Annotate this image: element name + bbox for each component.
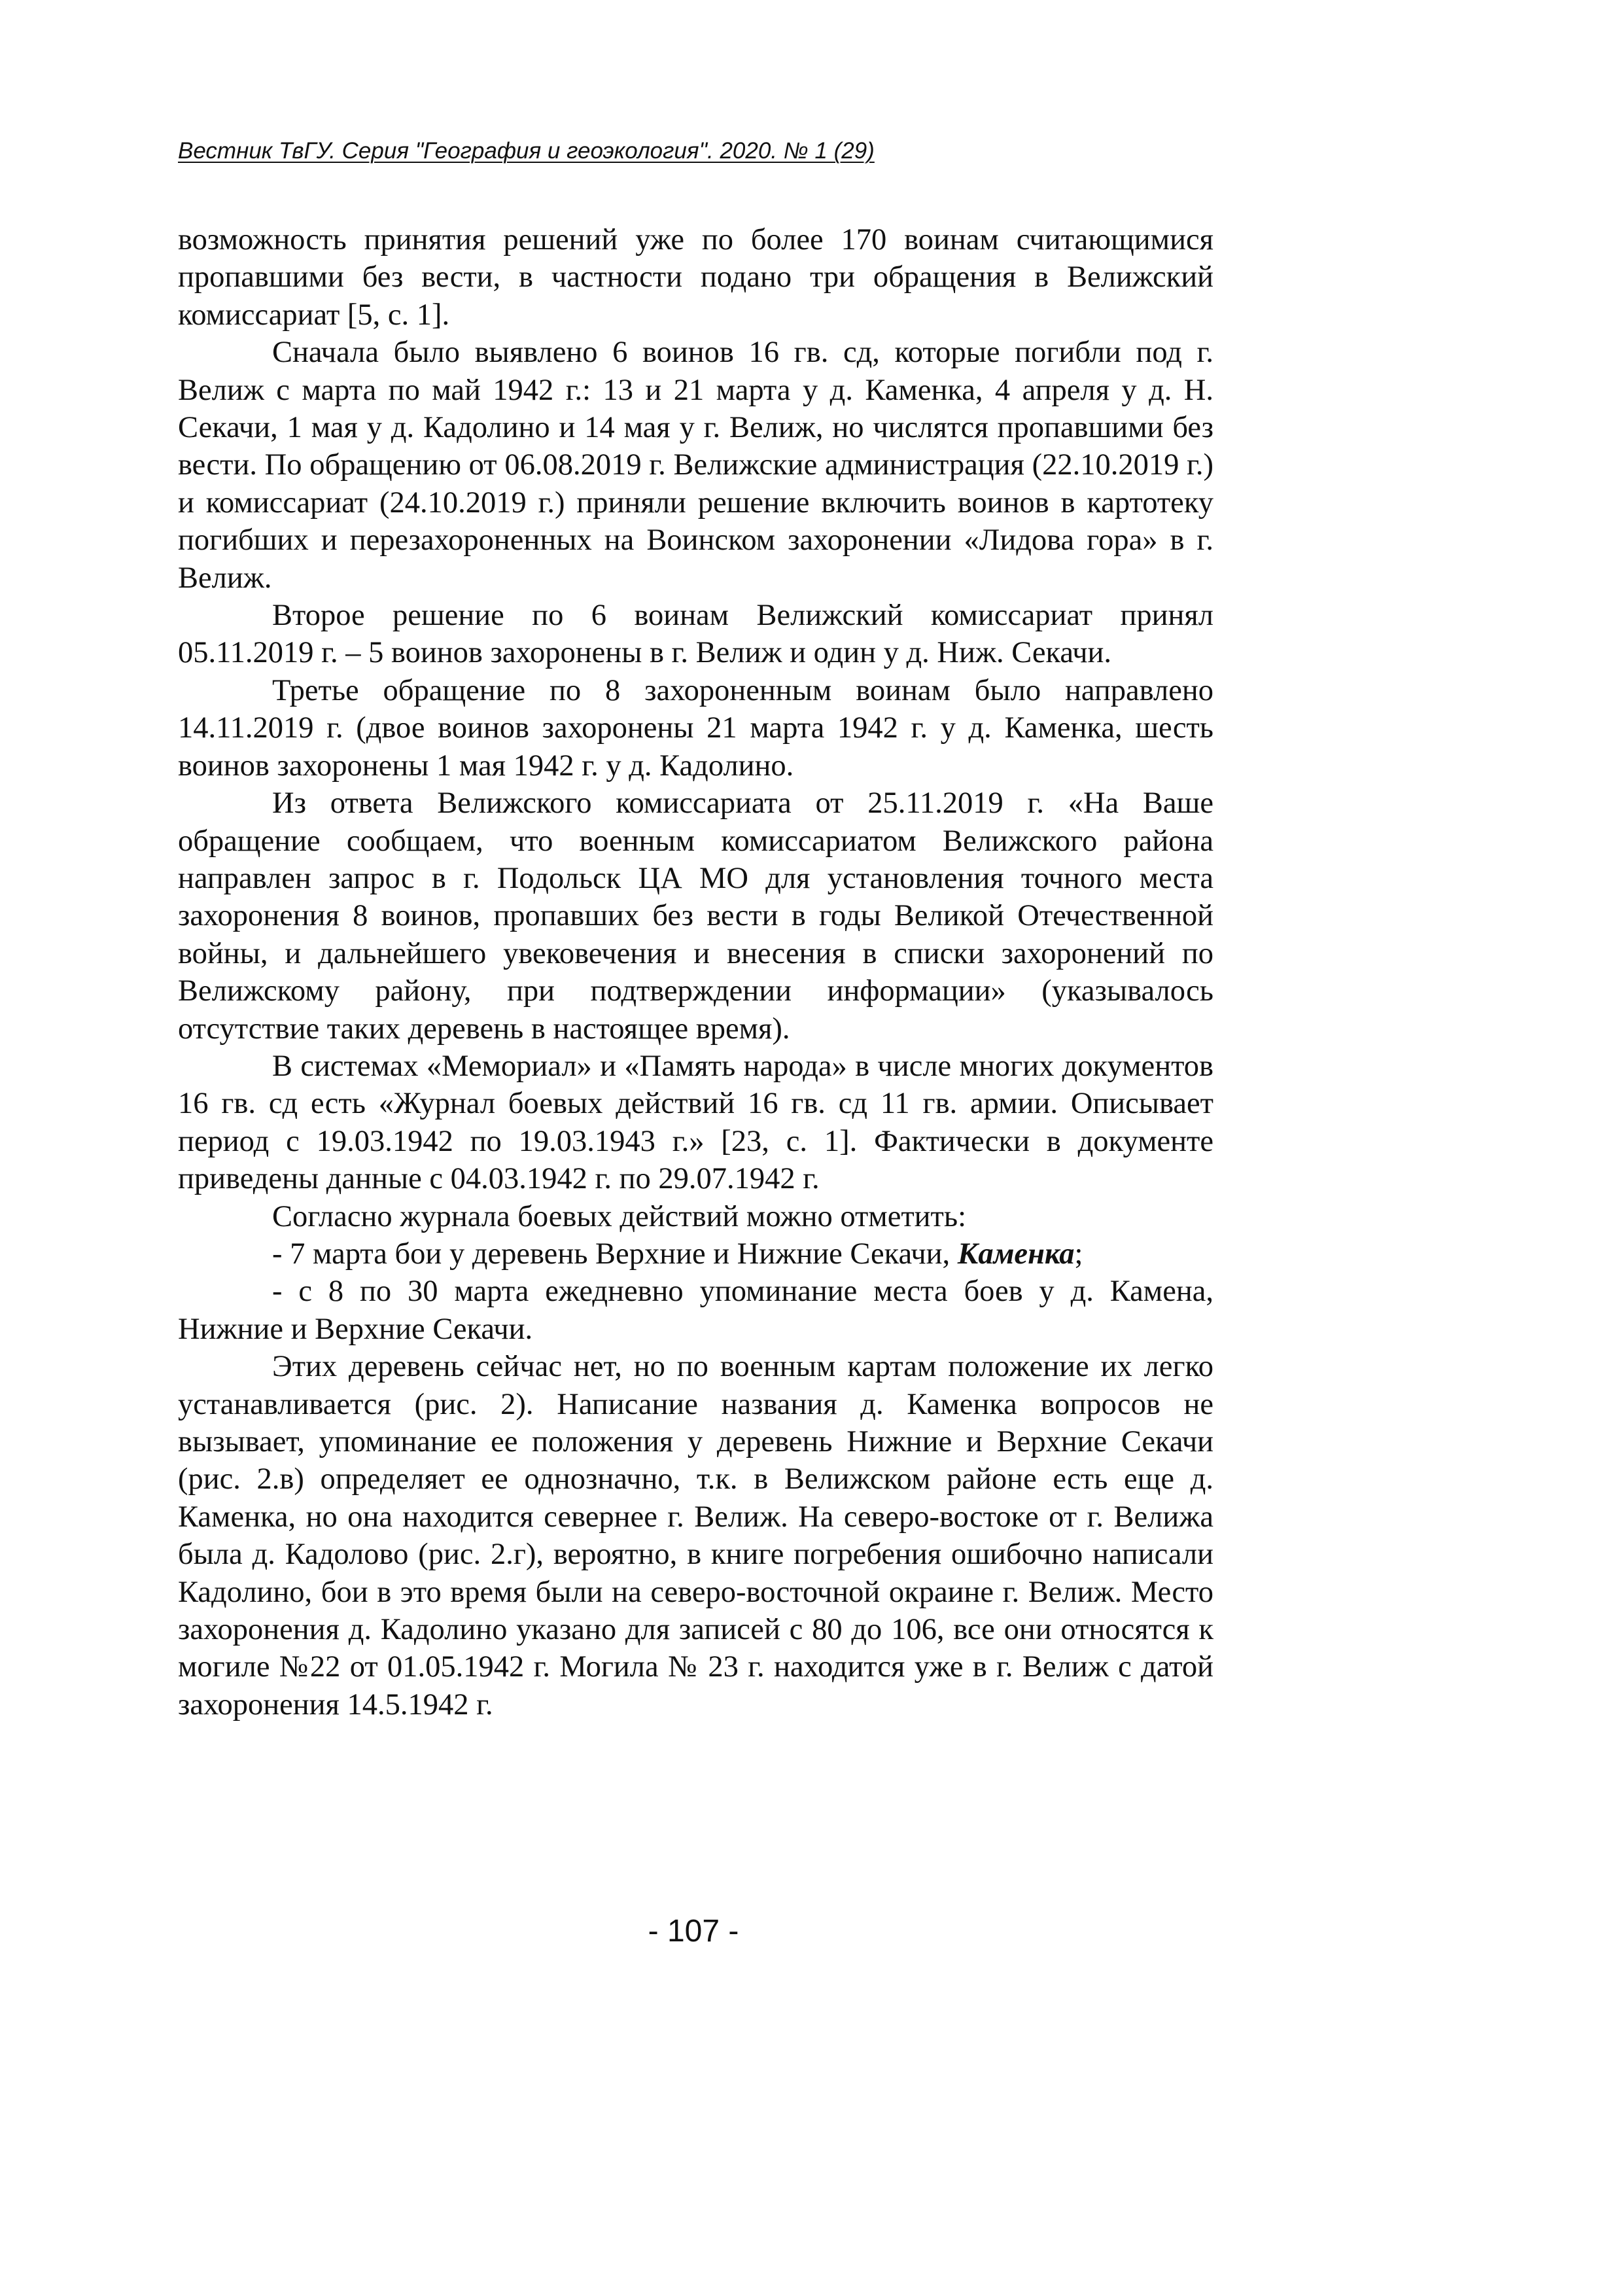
running-head: Вестник ТвГУ. Серия "География и геоэкология". 2020. № 1 (29) <box>178 138 875 164</box>
page-number: - 107 - <box>648 1914 739 1949</box>
list-item-march-7 <box>178 1235 1213 1273</box>
paragraph-memorial-systems: В системах «Мемориал» и «Память народа» в числе многих документов 16 гв. сд есть «Журнал боевых действий 16 гв. сд 11 гв. армии. Описывает период с 19.03.1942 по 19.03.1943 г.» [23, с. 1]. Фактически в документе приведены данные с 04.03.1942 г. по 29.07.1942 г. <box>178 1049 1213 1196</box>
article-body <box>178 221 1213 1723</box>
emphasized-village-name: Каменка <box>957 1237 1075 1271</box>
paragraph-third-appeal: Третье обращение по 8 захороненным воинам было направлено 14.11.2019 г. (двое воинов захоронены 21 марта 1942 г. у д. Каменка, шесть воинов захоронены 1 мая 1942 г. у д. Кадолино. <box>178 673 1213 783</box>
paragraph-commissariat-reply: Из ответа Велижского комиссариата от 25.11.2019 г. «На Ваше обращение сообщаем, что военным комиссариатом Велижского района направлен запрос в г. Подольск ЦА МО для установления точного места захоронения 8 воинов, пропавших без вести в годы Великой Отечественной войны, и дальнейшего увековечения и внесения в списки захоронений по Велижскому району, при подтверждении информации» (указывалось отсутствие таких деревень в настоящее время). <box>178 786 1213 1046</box>
list-item-march-7-end: ; <box>1074 1237 1083 1271</box>
paragraph-second-decision: Второе решение по 6 воинам Велижский комиссариат принял 05.11.2019 г. – 5 воинов захоронены в г. Велиж и один у д. Ниж. Секачи. <box>178 599 1213 670</box>
paragraph-continuation: возможность принятия решений уже по более 170 воинам считающимися пропавшими без вести, в частности подано три обращения в Велижский комиссариат [5, с. 1]. <box>178 223 1213 332</box>
paragraph-villages-maps: Этих деревень сейчас нет, но по военным картам положение их легко устанавливается (рис. 2). Написание названия д. Каменка вопросов не вызывает, упоминание ее положения у деревень Нижние и Верхние Секачи (рис. 2.в) определяет ее однозначно, т.к. в Велижском районе есть еще д. Каменка, но она находится севернее г. Велиж. На северо-востоке от г. Велижа была д. Кадолово (рис. 2.г), вероятно, в книге погребения ошибочно написали Кадолино, бои в это время были на северо-восточной окраине г. Велиж. Место захоронения д. Кадолино указано для записей с 80 до 106, все они относятся к могиле №22 от 01.05.1942 г. Могила № 23 г. находится уже в г. Велиж с датой захоронения 14.5.1942 г. <box>178 1350 1213 1722</box>
list-item-march-8-30: - с 8 по 30 марта ежедневно упоминание места боев у д. Камена, Нижние и Верхние Секачи. <box>178 1275 1213 1346</box>
list-item-march-7-text: - 7 марта бои у деревень Верхние и Нижние Секачи, <box>272 1237 958 1271</box>
paragraph-combat-log-intro: Согласно журнала боевых действий можно отметить: <box>272 1199 967 1233</box>
paragraph-first-identification: Сначала было выявлено 6 воинов 16 гв. сд, которые погибли под г. Велиж с марта по май 1942 г.: 13 и 21 марта у д. Каменка, 4 апреля у д. Н. Секачи, 1 мая у д. Кадолино и 14 мая у г. Велиж, но числятся пропавшими без вести. По обращению от 06.08.2019 г. Велижские администрация (22.10.2019 г.) и комиссариат (24.10.2019 г.) приняли решение включить воинов в картотеку погибших и перезахороненных на Воинском захоронении «Лидова гора» в г. Велиж. <box>178 336 1213 595</box>
